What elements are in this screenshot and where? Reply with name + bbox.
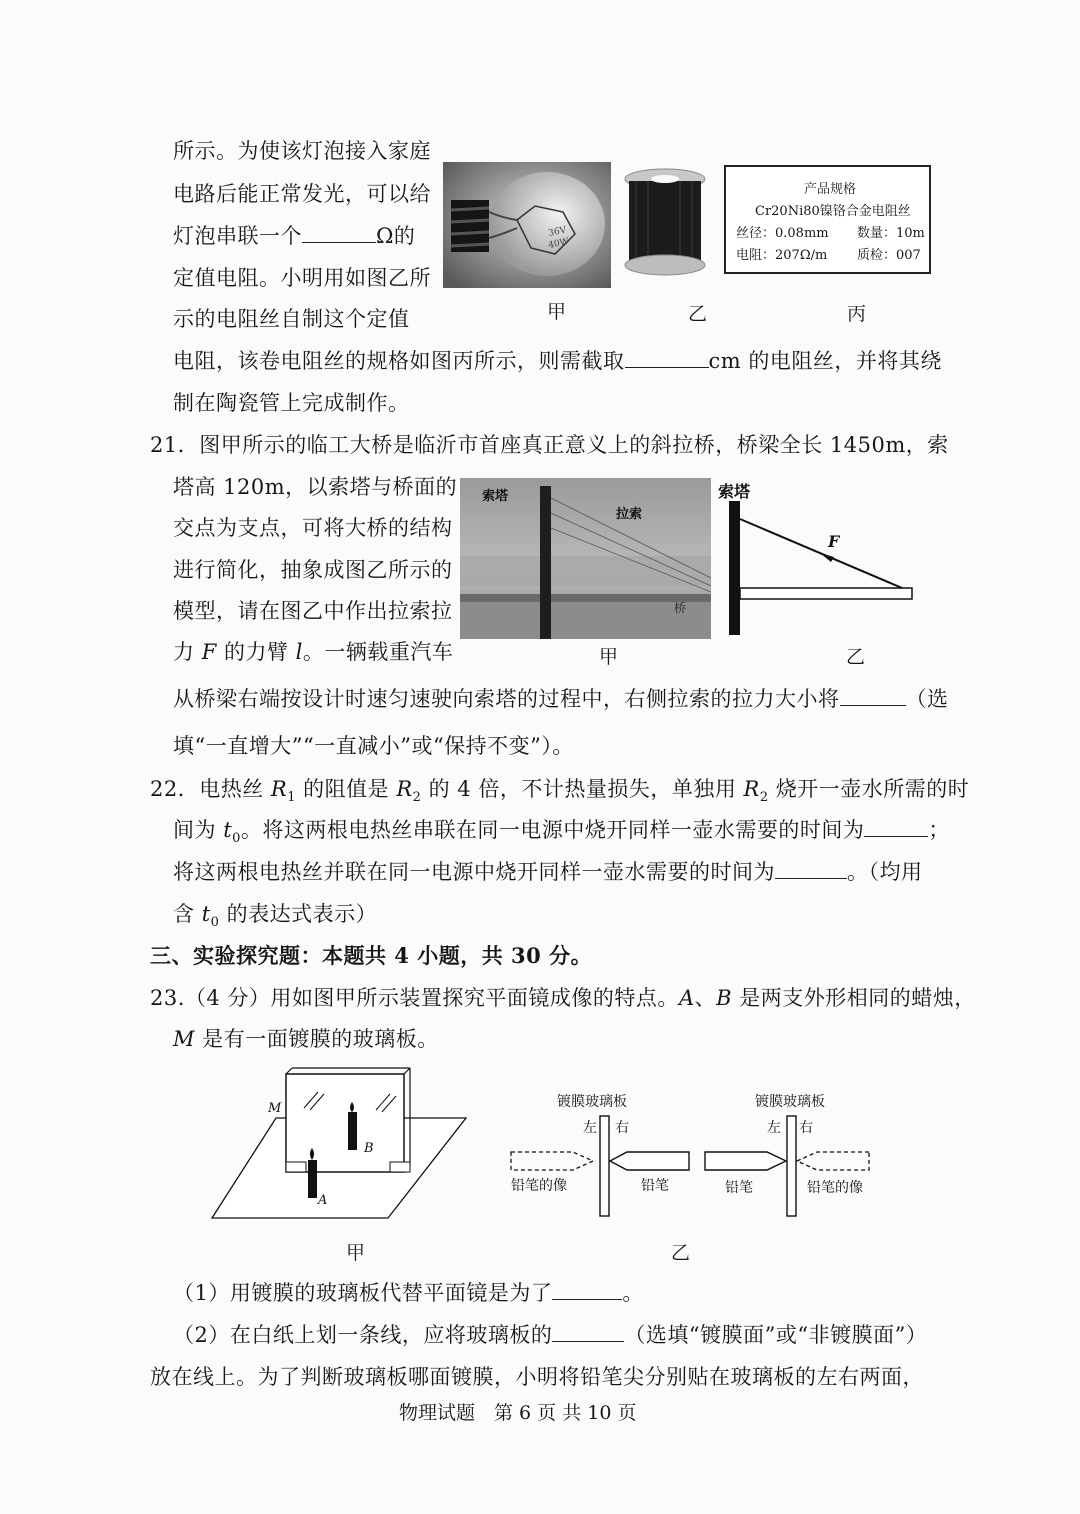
q21-caption-jia: 甲 [599, 646, 619, 668]
q23-sub-1 [173, 1278, 644, 1308]
q23-caption-jia: 甲 [346, 1242, 366, 1264]
candle-b [348, 1112, 357, 1150]
q22-t0-again: t [201, 902, 211, 926]
glass-plate-left [600, 1116, 609, 1216]
force-arrow-head [820, 553, 834, 562]
q20-caption-bing: 丙 [847, 303, 867, 325]
q21-text-line-6 [173, 637, 453, 667]
bridge-photo [460, 478, 711, 639]
coating-label-left: 镀膜玻璃板 [557, 1094, 627, 1110]
q21-text-line-7 [173, 684, 949, 714]
q20-ohm-suffix: Ω的 [376, 224, 416, 248]
resistance-wire-spool-photo [622, 167, 708, 277]
q23-M: M [173, 1027, 196, 1051]
q23-sub-2-blank[interactable] [552, 1323, 624, 1342]
pencil-left [705, 1152, 786, 1170]
q21-text-line-1: 21．图甲所示的临工大桥是临沂市首座真正意义上的斜拉桥，桥梁全长 1450m，索 [150, 433, 949, 457]
q23-A: A [678, 986, 695, 1010]
q22-text-line-2 [173, 815, 950, 854]
q20-text-line-4: 定值电阻。小明用如图乙所 [173, 266, 431, 290]
q21-text-line-4: 进行简化，抽象成图乙所示的 [173, 558, 453, 582]
q20-caption-yi: 乙 [688, 303, 708, 325]
q22-text-f: ； [928, 818, 950, 842]
q23-sub-1-end: 。 [622, 1281, 644, 1305]
q21-symbol-l: l [295, 640, 303, 664]
pencil-label-right: 铅笔 [641, 1178, 669, 1194]
q20-text-line-2: 电路后能正常发光，可以给 [173, 182, 431, 206]
q23-sep: 、 [694, 986, 717, 1010]
q22-sub-2: 2 [412, 790, 422, 806]
q21-text-line-8: 填“一直增大”“一直减小”或“保持不变”）。 [173, 734, 574, 758]
q20-text-line-6 [173, 346, 942, 376]
q21-text-c: 。一辆载重汽车 [302, 640, 454, 664]
q21-symbol-F: F [201, 640, 217, 664]
q22-sub-0: 0 [232, 831, 241, 847]
bulb-label-voltage: 36V [547, 225, 568, 239]
pencil-label-left: 铅笔 [725, 1180, 753, 1196]
q22-text-g: 。（均用 [847, 860, 923, 884]
q23-sub-2-options: （选填“镀膜面”或“非镀膜面”） [624, 1323, 928, 1347]
bulb-label-power: 40W [547, 236, 570, 251]
q21-text-a: 力 [173, 640, 202, 664]
spec-diameter: 丝径：0.08mm [736, 226, 829, 241]
spec-resistance: 电阻：207Ω/m [736, 248, 828, 263]
light-bulb-photo [443, 162, 611, 288]
q21-tension-text: 从桥梁右端按设计时速匀速驶向索塔的过程中，右侧拉索的拉力大小将 [173, 687, 840, 711]
q21-text-line-5: 模型，请在图乙中作出拉索拉 [173, 599, 453, 623]
pencil-image-label-right: 铅笔的像 [807, 1180, 863, 1196]
q23-sub-2 [173, 1320, 927, 1350]
spec-quantity: 数量：10m [857, 226, 925, 241]
q22-t0: t [223, 818, 233, 842]
coating-label-right: 镀膜玻璃板 [755, 1094, 825, 1110]
spec-qc: 质检：007 [857, 248, 921, 263]
q23-text-line-2 [173, 1024, 439, 1054]
q22-R1: R [270, 777, 288, 801]
q20-length-blank[interactable] [625, 349, 709, 368]
q21-select-text: （选 [905, 687, 949, 711]
q22-text-line-4 [173, 899, 377, 938]
q22-text-line-3 [173, 857, 923, 887]
q23-sub-1-text: （1）用镀膜的玻璃板代替平面镜是为了 [173, 1281, 553, 1305]
q20-cm-text: cm 的电阻丝，并将其绕 [708, 349, 942, 373]
q20-resistance-blank[interactable] [302, 224, 376, 243]
pencil-coating-figure [505, 1086, 875, 1222]
q23-text-c: 是有一面镀膜的玻璃板。 [195, 1027, 439, 1051]
q22-text-i: 的表达式表示） [219, 902, 378, 926]
q20-caption-jia: 甲 [547, 301, 567, 323]
spec-product-name: Cr20Ni80镍铬合金电阻丝 [755, 204, 911, 219]
q20-text-line-7: 制在陶瓷管上完成制作。 [173, 391, 410, 415]
q20-cut-text: 电阻，该卷电阻丝的规格如图丙所示，则需截取 [173, 349, 625, 373]
q22-sub-2-again: 2 [759, 790, 769, 806]
q21-caption-yi: 乙 [846, 646, 866, 668]
spec-title: 产品规格 [804, 182, 857, 197]
q23-B: B [716, 986, 733, 1010]
q21-text-b: 的力臂 [216, 640, 296, 664]
q23-caption-yi: 乙 [671, 1242, 691, 1264]
q22-text-b: 的阻值是 [296, 777, 397, 801]
right-diagram-right-label: 右 [799, 1120, 813, 1136]
q22-R2: R [396, 777, 413, 801]
q21-tension-blank[interactable] [840, 687, 906, 706]
q22-text-a: 22．电热丝 [150, 777, 271, 801]
diagram-label-tower: 索塔 [718, 482, 751, 501]
q23-text-a: 23.（4 分）用如图甲所示装置探究平面镜成像的特点。 [150, 986, 679, 1010]
q23-sub-2-text: （2）在白纸上划一条线，应将玻璃板的 [173, 1323, 553, 1347]
left-diagram-right-label: 右 [615, 1120, 629, 1136]
q20-text-line-1: 所示。为使该灯泡接入家庭 [173, 139, 431, 163]
left-diagram-left-label: 左 [583, 1120, 597, 1136]
q22-text-c: 的 4 倍，不计热量损失，单独用 [421, 777, 744, 801]
figure-label-A: A [318, 1193, 328, 1208]
q22-series-blank[interactable] [864, 818, 928, 837]
q22-sub-1: 1 [287, 790, 296, 806]
pencil-image-label-left: 铅笔的像 [511, 1178, 567, 1194]
glass-plate [286, 1074, 404, 1172]
photo-label-cable: 拉索 [616, 507, 643, 522]
q22-parallel-text: 将这两根电热丝并联在同一电源中烧开同样一壶水需要的时间为 [173, 860, 775, 884]
q22-text-h: 含 [173, 902, 202, 926]
diagram-deck-beam [740, 588, 912, 599]
q23-sub-2-continued: 放在线上。为了判断玻璃板哪面镀膜，小明将铅笔尖分别贴在玻璃板的左右两面， [150, 1365, 924, 1389]
q20-text-line-3 [173, 221, 415, 251]
q22-sub-0-again: 0 [210, 915, 220, 931]
q21-text-line-2: 塔高 120m，以索塔与桥面的 [173, 475, 458, 499]
q22-parallel-blank[interactable] [775, 860, 847, 879]
photo-label-deck: 桥 [674, 601, 687, 615]
q21-text-line-3: 交点为支点，可将大桥的结构 [173, 516, 453, 540]
figure-label-M: M [268, 1101, 282, 1116]
q22-series-text: 。将这两根电热丝串联在同一电源中烧开同样一壶水需要的时间为 [240, 818, 865, 842]
right-diagram-left-label: 左 [767, 1120, 781, 1136]
diagram-tower-bar [729, 501, 740, 635]
q22-text-e: 间为 [173, 818, 224, 842]
q23-sub-1-blank[interactable] [552, 1281, 622, 1300]
candle-a [308, 1160, 317, 1198]
section-3-heading: 三、实验探究题：本题共 4 小题，共 30 分。 [150, 943, 593, 968]
q20-series-text: 灯泡串联一个 [173, 224, 302, 248]
q22-text-line-1 [150, 774, 969, 813]
page-footer: 物理试题 第 6 页 共 10 页 [399, 1402, 637, 1424]
product-spec-box [724, 165, 931, 274]
q23-text-line-1 [150, 983, 976, 1013]
q20-text-line-5: 示的电阻丝自制这个定值 [173, 307, 410, 331]
pencil-image-left [511, 1152, 593, 1170]
figure-label-B: B [364, 1141, 374, 1156]
plane-mirror-setup-figure [208, 1066, 470, 1222]
q23-text-b: 是两支外形相同的蜡烛， [732, 986, 976, 1010]
photo-label-tower: 索塔 [482, 489, 509, 504]
q22-text-d: 烧开一壶水所需的时 [768, 777, 970, 801]
bridge-lever-diagram [716, 477, 916, 637]
pencil-image-right [797, 1152, 869, 1170]
diagram-label-force: F [828, 532, 840, 551]
glass-plate-right [787, 1116, 796, 1216]
q22-R2-again: R [743, 777, 760, 801]
pencil-right [610, 1152, 689, 1170]
